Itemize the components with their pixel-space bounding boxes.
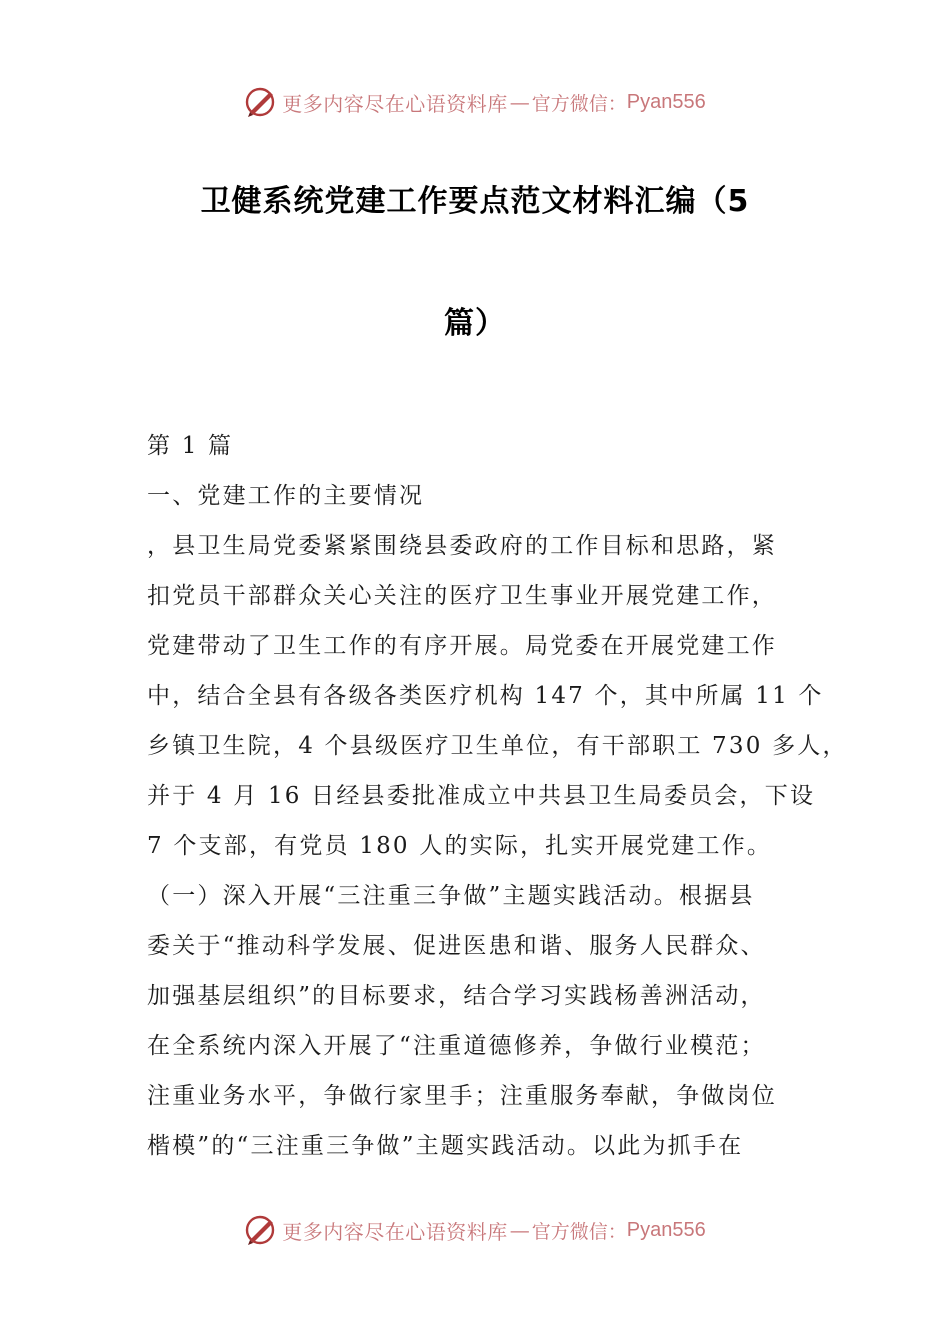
watermark-wechat-label: 官方微信： [531, 1220, 627, 1243]
body-line: 乡镇卫生院，4 个县级医疗卫生单位，有干部职工 730 多人， [147, 733, 848, 759]
watermark-separator: — [509, 90, 530, 114]
body-line: 注重业务水平，争做行家里手；注重服务奉献，争做岗位 [147, 1083, 777, 1109]
watermark-text: 更多内容尽在心语资料库 [282, 1219, 508, 1244]
body-line: （一）深入开展“三注重三争做”主题实践活动。根据县 [147, 883, 755, 909]
watermark-wechat-id: Pyan556 [626, 90, 706, 113]
document-title-line-2: 篇） [444, 306, 506, 341]
pen-logo-icon [244, 1213, 278, 1247]
body-line: 扣党员干部群众关心关注的医疗卫生事业开展党建工作， [147, 583, 777, 609]
subsection-heading: 一、党建工作的主要情况 [147, 483, 425, 509]
watermark-banner-top [0, 82, 950, 122]
watermark-wechat-id: Pyan556 [626, 1218, 706, 1241]
watermark-banner-bottom [0, 1210, 950, 1250]
watermark-wechat-label: 官方微信： [531, 92, 627, 115]
body-line: 在全系统内深入开展了“注重道德修养，争做行业模范； [147, 1033, 766, 1059]
watermark-separator: — [509, 1218, 530, 1242]
document-title-line-1: 卫健系统党建工作要点范文材料汇编（5 [200, 184, 750, 219]
body-line: 委关于“推动科学发展、促进医患和谐、服务人民群众、 [147, 933, 766, 959]
body-line: 并于 4 月 16 日经县委批准成立中共县卫生局委员会，下设 [147, 783, 816, 809]
body-line: 党建带动了卫生工作的有序开展。局党委在开展党建工作 [147, 633, 777, 659]
body-line: 中，结合全县有各级各类医疗机构 147 个，其中所属 11 个 [147, 683, 824, 709]
body-line: 加强基层组织”的目标要求，结合学习实践杨善洲活动， [147, 983, 766, 1009]
section-heading: 第 1 篇 [147, 433, 234, 459]
watermark-text: 更多内容尽在心语资料库 [282, 91, 508, 116]
body-line: 楷模”的“三注重三争做”主题实践活动。以此为抓手在 [147, 1133, 744, 1159]
body-line: 7 个支部，有党员 180 人的实际，扎实开展党建工作。 [147, 833, 773, 859]
body-line: ，县卫生局党委紧紧围绕县委政府的工作目标和思路，紧 [147, 533, 777, 559]
pen-logo-icon [244, 85, 278, 119]
